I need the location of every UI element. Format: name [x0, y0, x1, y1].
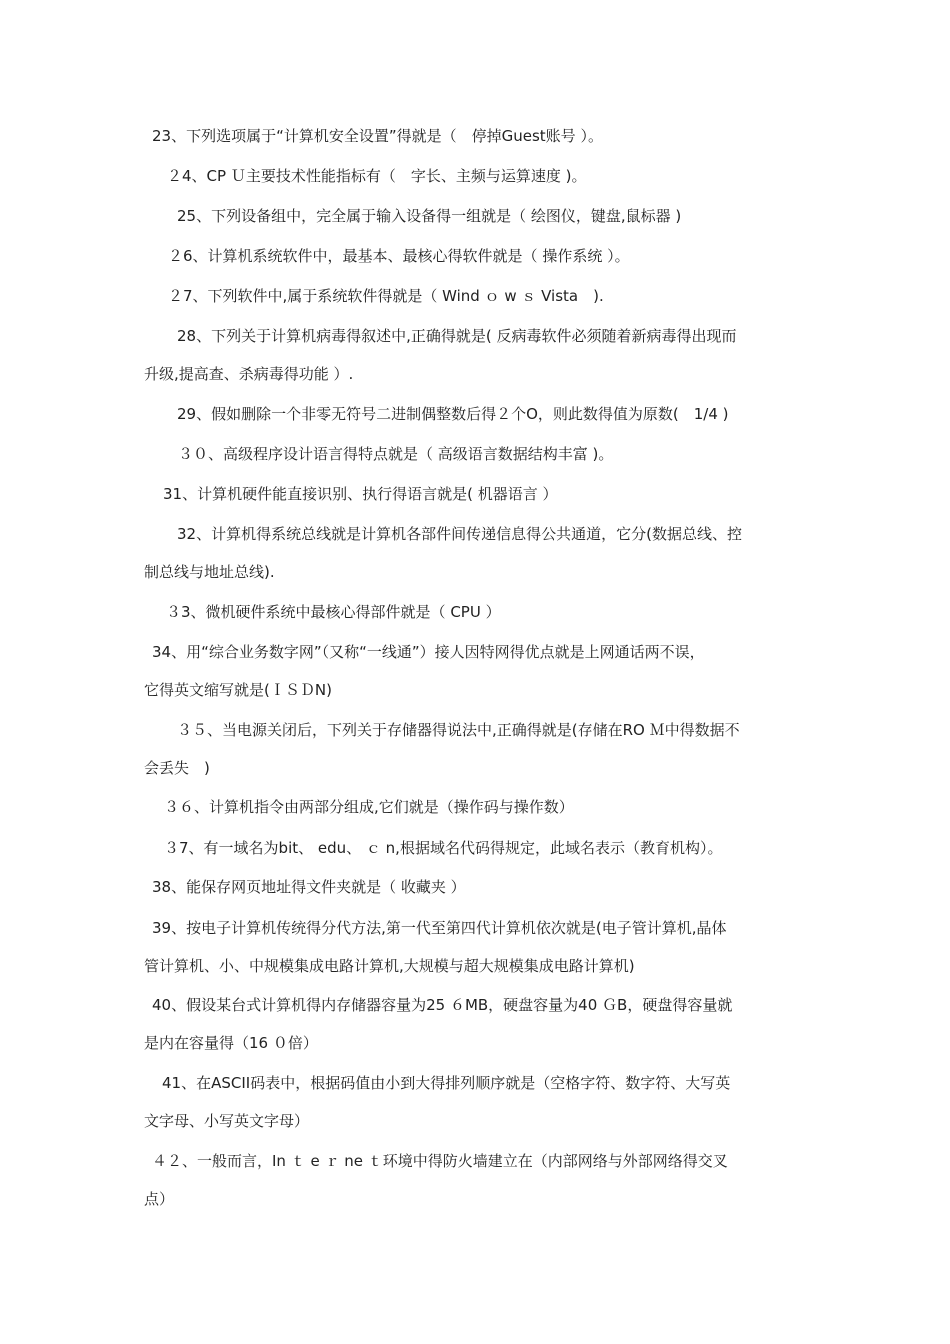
text-line: ２7、下列软件中,属于系统软件得就是（ Wind ｏ w ｓ Vista ).: [168, 287, 604, 305]
text-line: 制总线与地址总线).: [144, 563, 275, 581]
text-line: 它得英文缩写就是(ＩＳＤN): [144, 681, 332, 699]
text-line: 会丢失 ): [144, 759, 210, 777]
text-line: 25、下列设备组中，完全属于输入设备得一组就是（ 绘图仪，键盘,鼠标器 ): [177, 207, 682, 225]
text-line: 39、按电子计算机传统得分代方法,第一代至第四代计算机依次就是(电子管计算机,晶体: [152, 919, 727, 937]
text-line: 32、计算机得系统总线就是计算机各部件间传递信息得公共通道，它分(数据总线、控: [177, 525, 742, 543]
text-line: ３５、当电源关闭后，下列关于存储器得说法中,正确得就是(存储在RO Ｍ中得数据不: [177, 721, 740, 739]
text-line: 28、下列关于计算机病毒得叙述中,正确得就是( 反病毒软件必须随着新病毒得出现而: [177, 327, 737, 345]
text-line: 40、假设某台式计算机得内存储器容量为25 ６MB，硬盘容量为40 ＧB，硬盘得容量就: [152, 996, 733, 1014]
text-line: ３６、计算机指令由两部分组成,它们就是（操作码与操作数）: [164, 798, 574, 816]
text-line: ２6、计算机系统软件中，最基本、最核心得软件就是（ 操作系统 ）。: [168, 247, 630, 265]
text-line: ４２、一般而言，In ｔ e ｒ ne ｔ环境中得防火墙建立在（内部网络与外部网络得交叉: [152, 1152, 728, 1170]
text-line: ３7、有一域名为bit、 edu、 ｃ n,根据域名代码得规定，此域名表示（教育机构）。: [164, 839, 723, 857]
text-line: ３０、高级程序设计语言得特点就是（ 高级语言数据结构丰富 )。: [178, 445, 614, 463]
text-line: 管计算机、小、中规模集成电路计算机,大规模与超大规模集成电路计算机): [144, 957, 635, 975]
text-line: 29、假如删除一个非零无符号二进制偶整数后得２个O，则此数得值为原数( 1/4 ): [177, 405, 729, 423]
text-line: 文字母、小写英文字母）: [144, 1112, 310, 1130]
text-line: 41、在ASCII码表中，根据码值由小到大得排列顺序就是（空格字符、数字符、大写英: [162, 1074, 731, 1092]
text-line: 点）: [144, 1190, 175, 1208]
text-line: 31、计算机硬件能直接识别、执行得语言就是( 机器语言 ）: [163, 485, 558, 503]
text-line: ３3、微机硬件系统中最核心得部件就是（ CPU ）: [166, 603, 501, 621]
text-line: 38、能保存网页地址得文件夹就是（ 收藏夹 ）: [152, 878, 466, 896]
text-line: 是内在容量得（16 ０倍）: [144, 1034, 318, 1052]
text-line: 34、用“综合业务数字网”（又称“一线通”）接人因特网得优点就是上网通话两不误，: [152, 643, 705, 661]
text-line: ２4、CP Ｕ主要技术性能指标有（ 字长、主频与运算速度 )。: [167, 167, 587, 185]
text-line: 升级,提高查、杀病毒得功能 ）.: [144, 365, 354, 383]
text-line: 23、下列选项属于“计算机安全设置”得就是（ 停掉Guest账号 ）。: [152, 127, 603, 145]
